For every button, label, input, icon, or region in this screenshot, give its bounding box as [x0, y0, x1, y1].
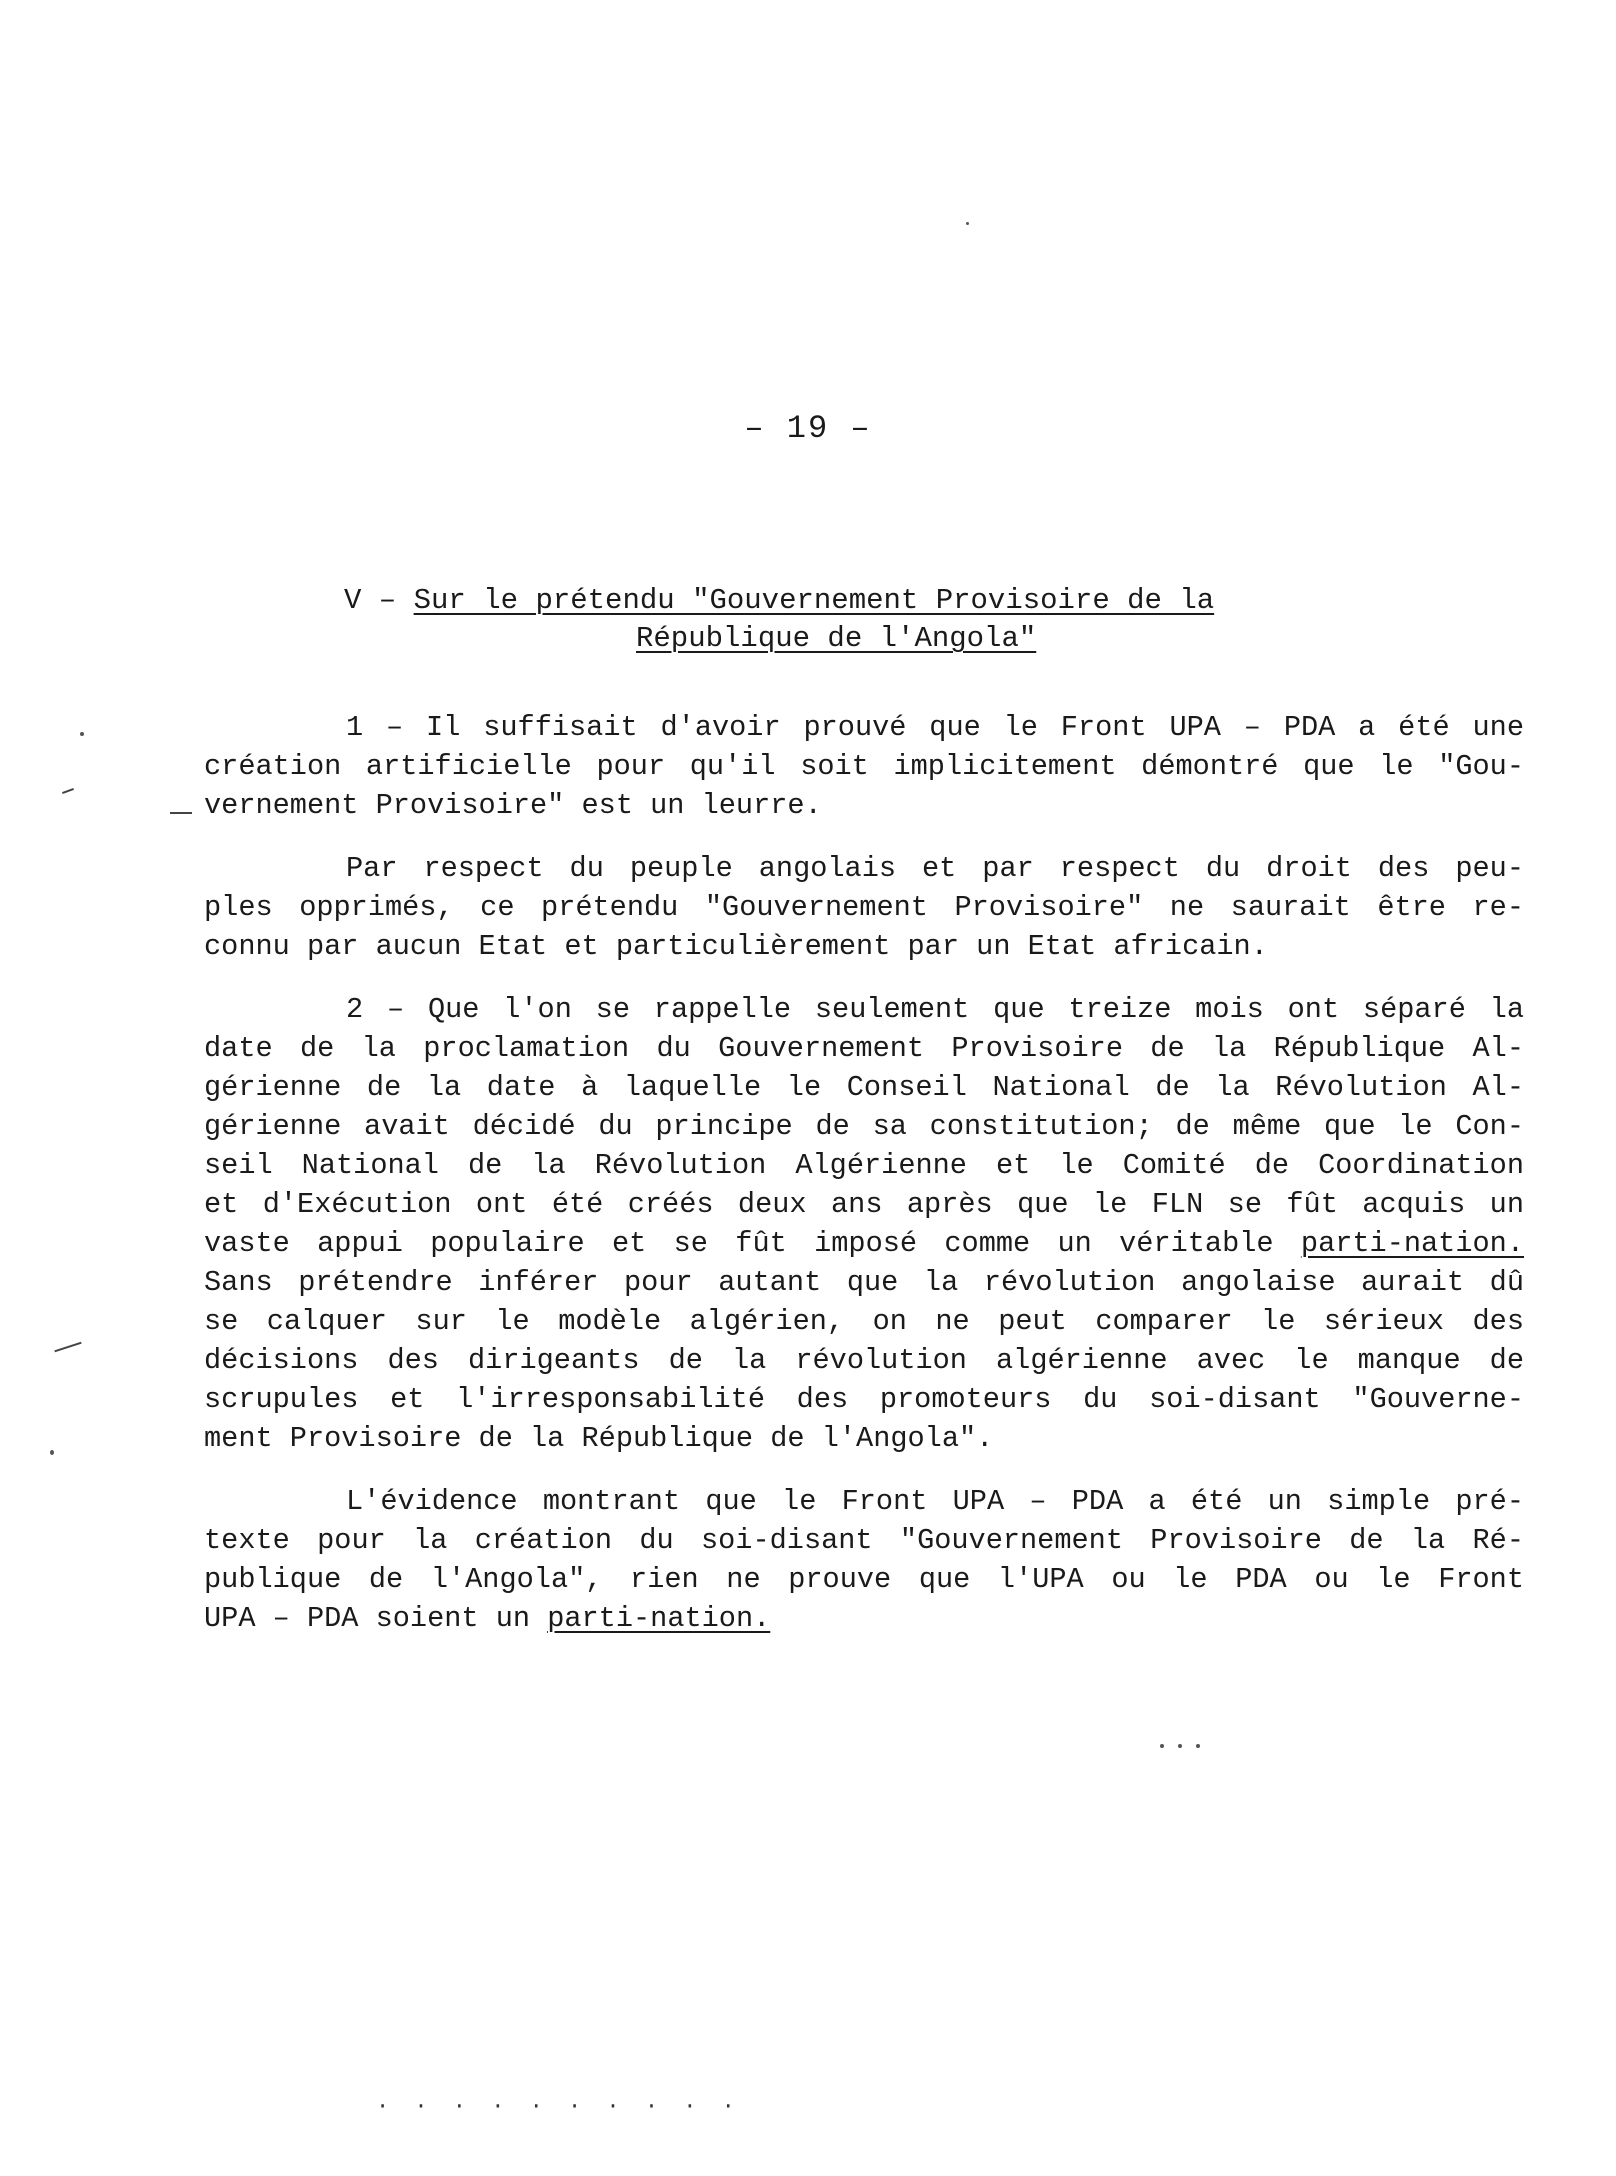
paragraph-2 — [204, 849, 1524, 966]
paragraph-line: création artificielle pour qu'il soit implicitement démontré que le "Gou- — [204, 750, 1524, 783]
body-text — [204, 708, 1524, 1662]
heading-title-line-1: Sur le prétendu "Gouvernement Provisoire de la — [413, 584, 1215, 617]
paragraph-line: et d'Exécution ont été créés deux ans après que le FLN se fût acquis un — [204, 1188, 1524, 1221]
paragraph-line: ment Provisoire de la République de l'Angola". — [204, 1422, 994, 1455]
paragraph-3 — [204, 990, 1524, 1458]
scan-speck — [80, 732, 84, 736]
paragraph-line: publique de l'Angola", rien ne prouve que l'UPA ou le PDA ou le Front — [204, 1563, 1524, 1596]
paragraph-line: 1 – Il suffisait d'avoir prouvé que le Front UPA – PDA a été une — [346, 711, 1524, 744]
scan-speck — [1160, 1744, 1164, 1748]
paragraph-line: scrupules et l'irresponsabilité des promoteurs du soi-disant "Gouverne- — [204, 1383, 1524, 1416]
paragraph-line: 2 – Que l'on se rappelle seulement que treize mois ont séparé la — [346, 993, 1524, 1026]
paragraph-line: seil National de la Révolution Algérienne et le Comité de Coordination — [204, 1149, 1524, 1182]
scan-mark — [62, 788, 74, 794]
paragraph-line: vernement Provisoire" est un leurre. — [204, 789, 822, 822]
scan-speck — [966, 222, 969, 225]
paragraph-line: texte pour la création du soi-disant "Gouvernement Provisoire de la Ré- — [204, 1524, 1524, 1557]
paragraph-line: se calquer sur le modèle algérien, on ne peut comparer le sérieux des — [204, 1305, 1524, 1338]
paragraph-line: gérienne avait décidé du principe de sa constitution; de même que le Con- — [204, 1110, 1524, 1143]
page-number: – 19 – — [744, 410, 872, 447]
paragraph-line: gérienne de la date à laquelle le Conseil National de la Révolution Al- — [204, 1071, 1524, 1104]
paragraph-line: Sans prétendre inférer pour autant que la révolution angolaise aurait dû — [204, 1266, 1524, 1299]
footer-dots: · · · · · · · · · · — [376, 2094, 741, 2119]
paragraph-line: connu par aucun Etat et particulièrement par un Etat africain. — [204, 930, 1268, 963]
paragraph-line: date de la proclamation du Gouvernement Provisoire de la République Al- — [204, 1032, 1524, 1065]
paragraph-line: UPA – PDA soient un parti-nation. — [204, 1602, 771, 1635]
scan-speck — [1178, 1744, 1182, 1748]
paragraph-line: Par respect du peuple angolais et par respect du droit des peu- — [346, 852, 1524, 885]
scan-speck — [50, 1450, 54, 1455]
scan-mark — [54, 1342, 81, 1353]
paragraph-1 — [204, 708, 1524, 825]
scan-mark — [170, 812, 192, 814]
underlined-term: parti-nation. — [1300, 1227, 1524, 1260]
paragraph-line: ples opprimés, ce prétendu "Gouvernement Provisoire" ne saurait être re- — [204, 891, 1524, 924]
heading-title-line-2: République de l'Angola" — [636, 622, 1037, 655]
paragraph-line: vaste appui populaire et se fût imposé comme un véritable parti-nation. — [204, 1227, 1524, 1260]
heading-numeral: V – — [344, 584, 397, 617]
paragraph-line: L'évidence montrant que le Front UPA – PDA a été un simple pré- — [346, 1485, 1524, 1518]
scan-speck — [1196, 1744, 1200, 1748]
paragraph-line: décisions des dirigeants de la révolution algérienne avec le manque de — [204, 1344, 1524, 1377]
underlined-term: parti-nation. — [547, 1602, 771, 1635]
paragraph-4 — [204, 1482, 1524, 1638]
